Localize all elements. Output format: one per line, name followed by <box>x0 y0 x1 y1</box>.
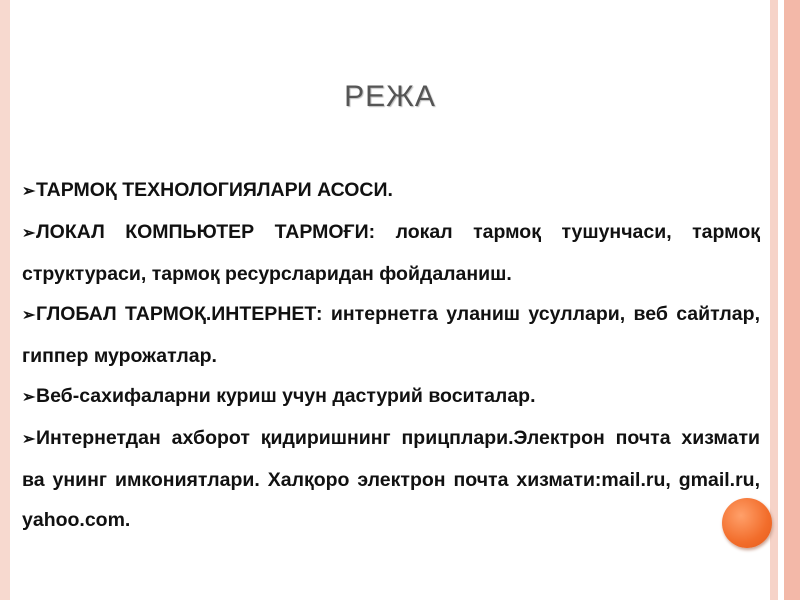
list-item-text: ГЛОБАЛ ТАРМОҚ.ИНТЕРНЕТ: интернетга уланиш усуллари, веб сайтлар, гиппер мурожатлар. <box>22 303 760 367</box>
right-border-strip <box>770 0 800 600</box>
list-item <box>22 170 760 212</box>
slide-title: РЕЖА <box>344 80 436 113</box>
orange-circle-decoration <box>722 498 772 548</box>
list-item <box>22 376 760 418</box>
arrow-bullet-icon: ➢ <box>22 389 36 406</box>
bullet-list <box>22 170 760 540</box>
slide-canvas <box>10 0 770 600</box>
arrow-bullet-icon: ➢ <box>22 431 36 448</box>
list-item-text: ЛОКАЛ КОМПЬЮТЕР ТАРМОҒИ: локал тармоқ тушунчаси, тармоқ структураси, тармоқ ресурсларидан фойдаланиш. <box>22 221 760 285</box>
arrow-bullet-icon: ➢ <box>22 307 36 324</box>
list-item-text: Веб-сахифаларни куриш учун дастурий воситалар. <box>36 385 536 407</box>
list-item <box>22 294 760 376</box>
list-item <box>22 418 760 540</box>
list-item-text: ТАРМОҚ ТЕХНОЛОГИЯЛАРИ АСОСИ. <box>36 179 393 201</box>
list-item-text: Интернетдан ахборот қидиришнинг прицплари.Электрон почта хизмати ва унинг имкониятлари. Халқоро электрон почта хизмати:mail.ru, gmail.ru, yahoo.com. <box>22 427 760 531</box>
list-item <box>22 212 760 294</box>
left-border-strip <box>0 0 10 600</box>
arrow-bullet-icon: ➢ <box>22 225 36 242</box>
arrow-bullet-icon: ➢ <box>22 183 36 200</box>
